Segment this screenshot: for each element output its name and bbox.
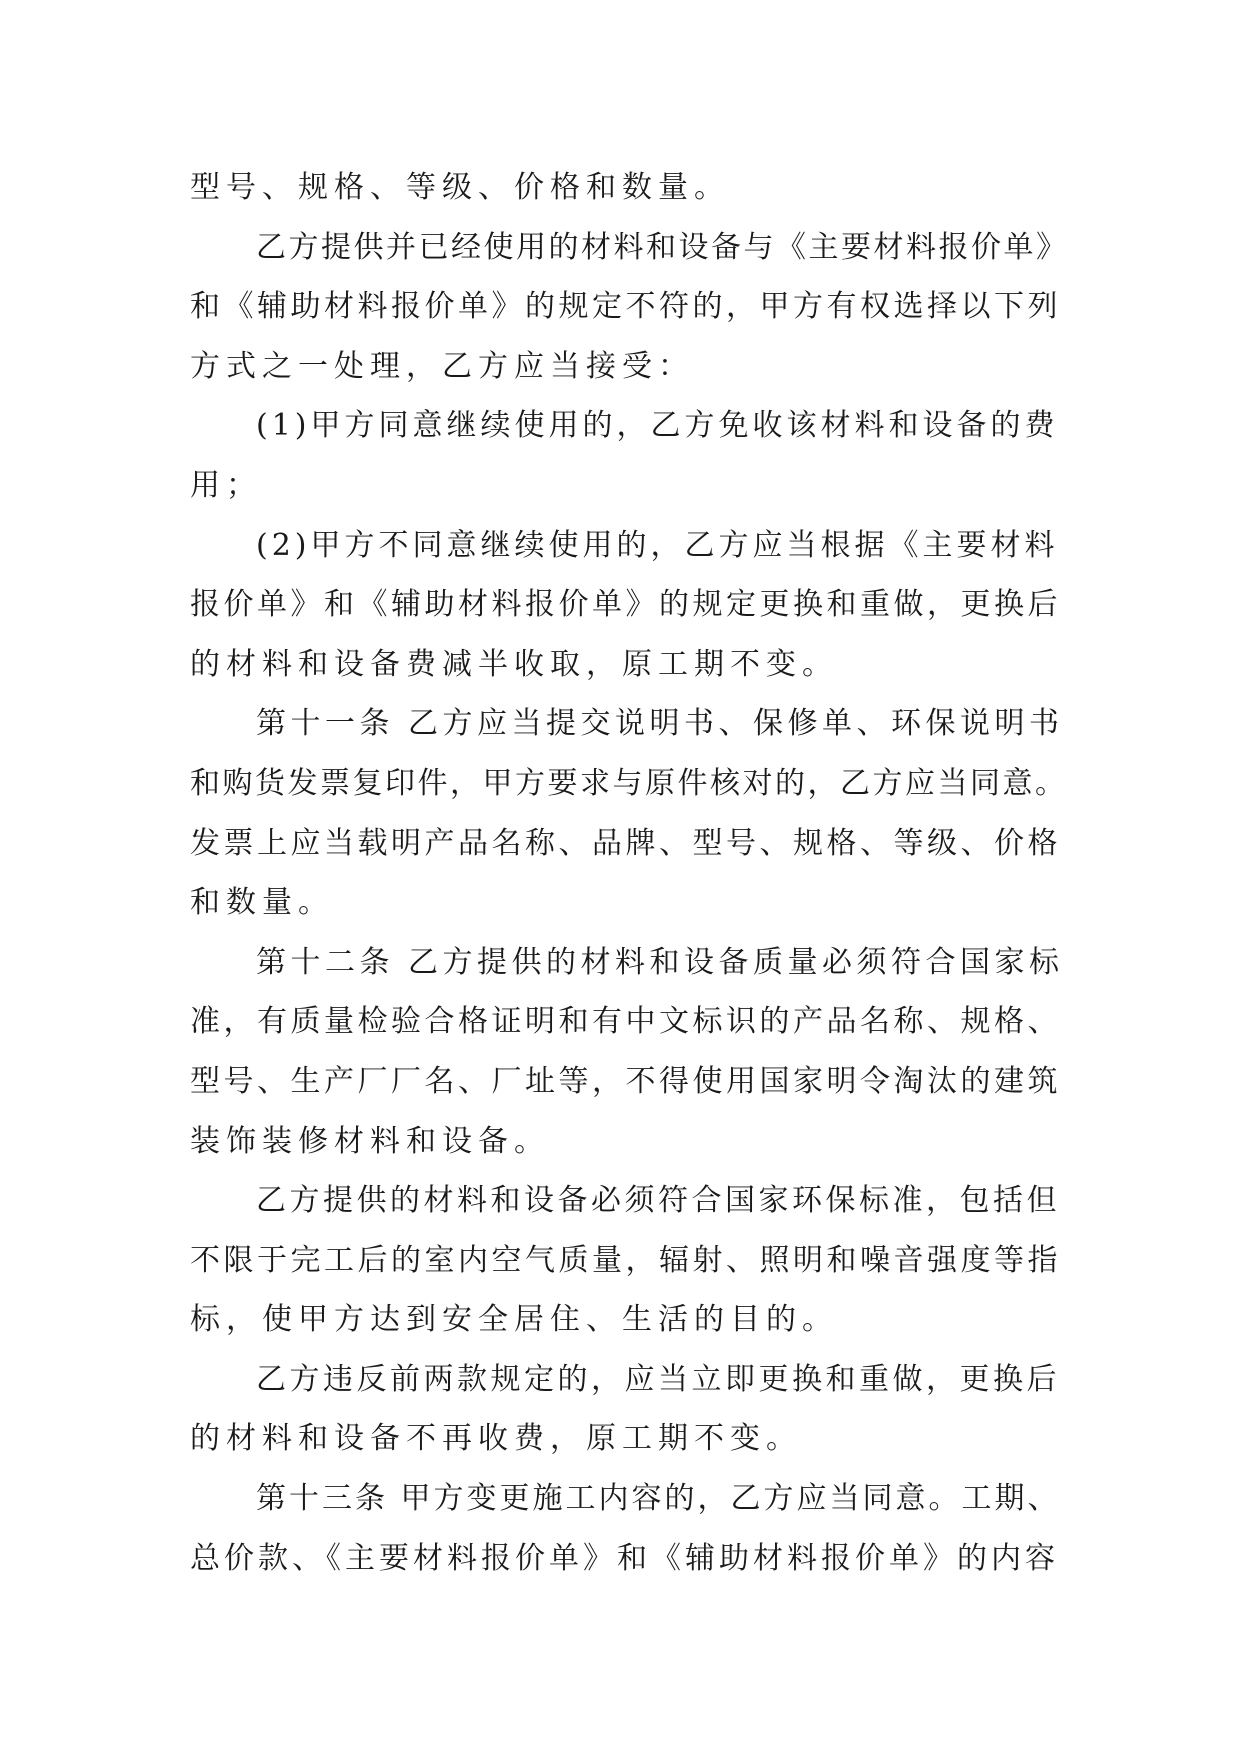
text-line: 型号、生产厂厂名、厂址等，不得使用国家明令淘汰的建筑 <box>190 1063 1061 1099</box>
text-line: 和购货发票复印件，甲方要求与原件核对的，乙方应当同意。 <box>190 765 1068 801</box>
text-line: 的材料和设备费减半收取，原工期不变。 <box>190 646 838 682</box>
document-body <box>190 158 1070 1588</box>
text-line: 乙方提供并已经使用的材料和设备与《主要材料报价单》 <box>256 229 1069 265</box>
text-line: (1)甲方同意继续使用的，乙方免收该材料和设备的费 <box>256 408 1059 444</box>
text-line: 不限于完工后的室内空气质量，辐射、照明和噪音强度等指 <box>190 1242 1061 1278</box>
text-line: 发票上应当载明产品名称、品牌、型号、规格、等级、价格 <box>190 825 1061 861</box>
text-line: 第十二条 乙方提供的材料和设备质量必须符合国家标 <box>256 944 1064 980</box>
text-line: 装饰装修材料和设备。 <box>190 1123 550 1159</box>
text-line: 标，使甲方达到安全居住、生活的目的。 <box>190 1302 838 1338</box>
text-line: 准，有质量检验合格证明和有中文标识的产品名称、规格、 <box>190 1004 1061 1040</box>
text-line: 和数量。 <box>190 885 334 921</box>
text-line: 和《辅助材料报价单》的规定不符的，甲方有权选择以下列 <box>190 289 1061 325</box>
text-line: 的材料和设备不再收费，原工期不变。 <box>190 1421 802 1457</box>
text-line: 方式之一处理，乙方应当接受： <box>190 348 694 384</box>
text-line: 型号、规格、等级、价格和数量。 <box>190 170 730 205</box>
text-line: 总价款、《主要材料报价单》和《辅助材料报价单》的内容 <box>190 1540 1059 1576</box>
text-line: 乙方违反前两款规定的，应当立即更换和重做，更换后 <box>256 1361 1060 1397</box>
text-line: 乙方提供的材料和设备必须符合国家环保标准，包括但 <box>256 1183 1060 1219</box>
text-line: 用； <box>190 467 262 503</box>
text-line: 第十一条 乙方应当提交说明书、保修单、环保说明书 <box>256 706 1064 742</box>
text-line: 报价单》和《辅助材料报价单》的规定更换和重做，更换后 <box>190 587 1061 623</box>
text-line: 第十三条 甲方变更施工内容的，乙方应当同意。工期、 <box>256 1481 1061 1517</box>
text-line: (2)甲方不同意继续使用的，乙方应当根据《主要材料 <box>256 527 1059 563</box>
